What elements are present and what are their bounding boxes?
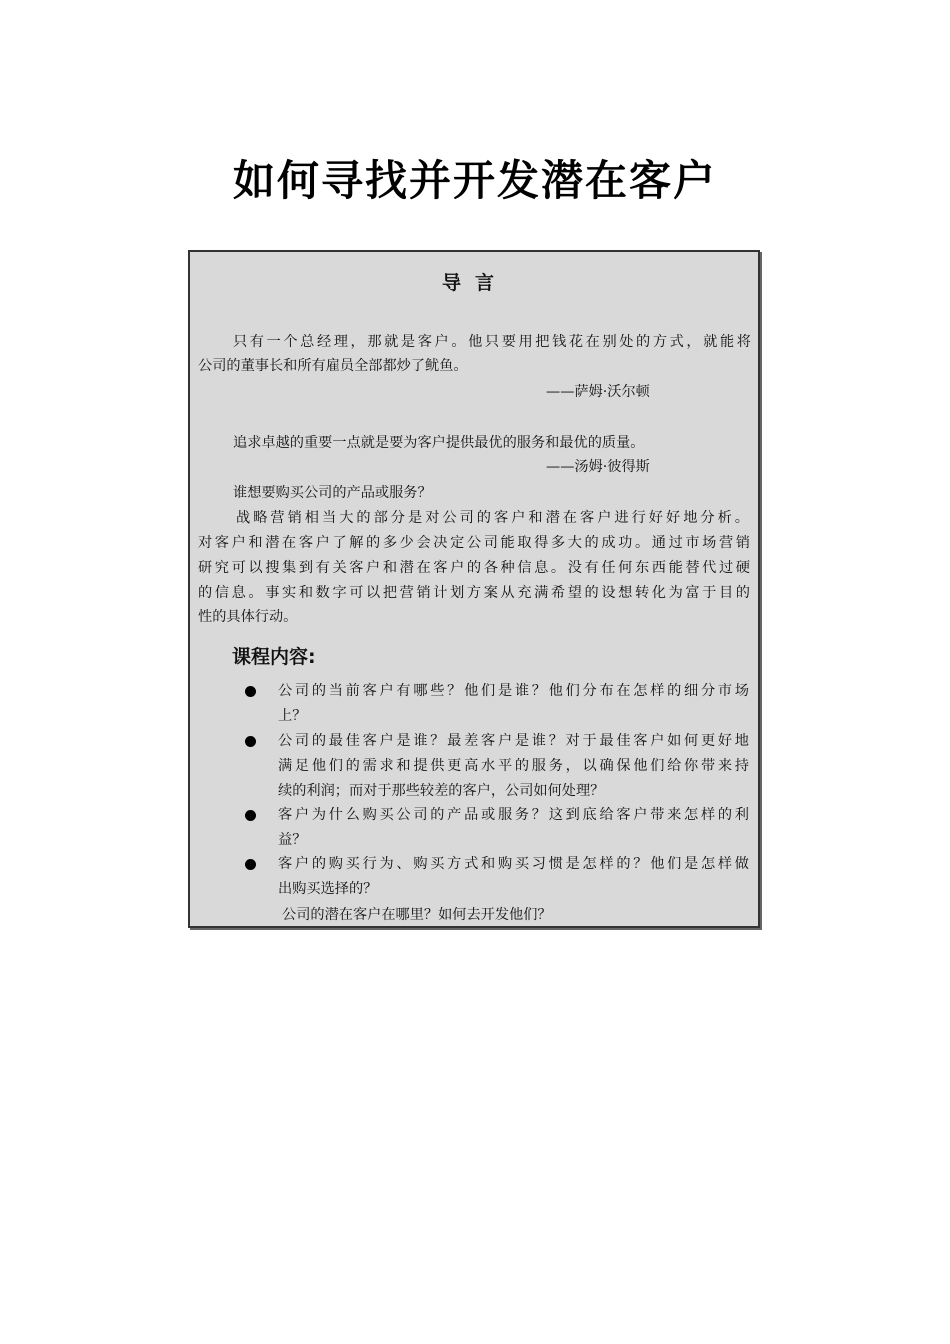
intro-paragraph-line-4: 的信息。事实和数字可以把营销计划方案从充满希望的设想转化为富于目的: [198, 585, 750, 601]
bullet-2-line-2: 满足他们的需求和提供更高水平的服务，以确保他们给你带来持: [278, 758, 749, 774]
intro-heading: 导言: [441, 272, 508, 294]
bullet-icon: [245, 810, 256, 821]
bullet-4-line-2: 出购买选择的？: [278, 881, 378, 897]
bullet-2-line-1: 公司的最佳客户是谁？最差客户是谁？对于最佳客户如何更好地: [278, 733, 749, 749]
quote1-line-2: 公司的董事长和所有雇员全部都炒了鱿鱼。: [198, 358, 468, 374]
quote2-line-1: 追求卓越的重要一点就是要为客户提供最优的服务和最优的质量。: [233, 435, 645, 451]
course-heading: 课程内容:: [232, 646, 316, 668]
bullet-3-line-1: 客户为什么购买公司的产品或服务？这到底给客户带来怎样的利: [278, 807, 749, 823]
bullet-3-line-2: 益？: [278, 832, 307, 848]
document-title: 如何寻找并开发潜在客户: [232, 156, 717, 205]
intro-question: 谁想要购买公司的产品或服务？: [233, 485, 432, 501]
bullet-1-line-2: 上？: [278, 708, 307, 724]
bullet-2-line-3: 续的利润；而对于那些较差的客户，公司如何处理？: [278, 783, 605, 799]
intro-paragraph-line-3: 研究可以搜集到有关客户和潜在客户的各种信息。没有任何东西能替代过硬: [198, 560, 750, 576]
bullet-icon: [245, 686, 256, 697]
course-trailing-line: 公司的潜在客户在哪里？如何去开发他们？: [282, 907, 552, 923]
bullet-1-line-1: 公司的当前客户有哪些？他们是谁？他们分布在怎样的细分市场: [278, 683, 749, 699]
bullet-icon: [245, 859, 256, 870]
bullet-4-line-1: 客户的购买行为、购买方式和购买习惯是怎样的？他们是怎样做: [278, 856, 749, 872]
bullet-icon: [245, 736, 256, 747]
quote1-line-1: 只有一个总经理，那就是客户。他只要用把钱花在别处的方式，就能将: [233, 334, 751, 350]
intro-paragraph-line-2: 对客户和潜在客户了解的多少会决定公司能取得多大的成功。通过市场营销: [198, 535, 750, 551]
quote1-attribution: ——萨姆·沃尔顿: [546, 384, 650, 400]
intro-paragraph-line-5: 性的具体行动。: [198, 609, 298, 625]
quote2-attribution: ——汤姆·彼得斯: [546, 459, 650, 475]
intro-paragraph-line-1: 战略营销相当大的部分是对公司的客户和潜在客户进行好好地分析。: [236, 510, 749, 526]
